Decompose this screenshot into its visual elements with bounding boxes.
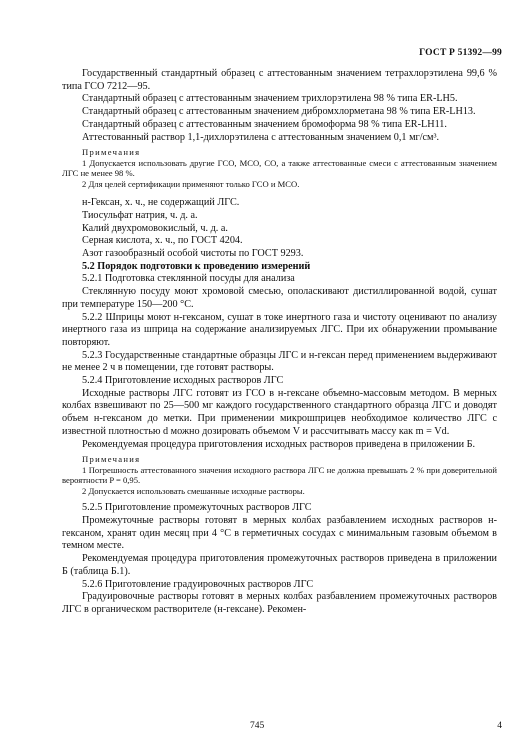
paragraph: Рекомендуемая процедура приготовления исходных растворов приведена в приложении Б. [82, 438, 476, 450]
note-item: 2 Для целей сертификации применяют только ГСО и МСО. [82, 178, 300, 189]
paragraph: Азот газообразный особой чистоты по ГОСТ 9293. [82, 248, 304, 260]
notes-title: Примечания [82, 454, 141, 465]
paragraph: 5.2.6 Приготовление градуировочных растворов ЛГС [82, 578, 314, 590]
paragraph: Тиосульфат натрия, ч. д. а. [82, 209, 198, 221]
notes-title: Примечания [82, 147, 141, 158]
paragraph: Государственный стандартный образец с аттестованным значением тетрахлорэтилена 99,6 % типа ГСО 7212—95. [62, 68, 497, 92]
paragraph: 5.2.3 Государственные стандартные образцы ЛГС и н-гексан перед применением выдерживают не менее 2 ч в помещении, где готовят растворы. [62, 349, 497, 374]
paragraph: Промежуточные растворы готовят в мерных колбах разбавлением исходных растворов н-гексаном, хранят один месяц при 4 °С в герметичных сосудах с минимальным газовым объемом в темном месте. [62, 514, 497, 552]
paragraph: Стеклянную посуду моют хромовой смесью, ополаскивают дистиллированной водой, сушат при температуре 150—200 °С. [62, 286, 497, 310]
document-header: ГОСТ Р 51392—99 [419, 48, 502, 58]
note-item: 2 Допускается использовать смешанные исходные растворы. [82, 485, 305, 496]
note-item: 1 Допускается использовать другие ГСО, МСО, СО, а также аттестованные смеси с аттестованным значением ЛГС не менее 98 %. [62, 157, 497, 179]
paragraph: Серная кислота, х. ч., по ГОСТ 4204. [82, 235, 243, 247]
paragraph: 5.2.5 Приготовление промежуточных растворов ЛГС [82, 502, 312, 514]
paragraph: 5.2.1 Подготовка стеклянной посуды для анализа [82, 273, 295, 285]
notes-block [62, 147, 497, 189]
page-number: 745 [250, 721, 265, 731]
paragraph: 5.2.2 Шприцы моют н-гексаном, сушат в токе инертного газа и чистоту оценивают по анализу инертного газа из шприца на содержание анализируемых ЛГС. При их обнаружении промывание повторяют. [62, 311, 497, 348]
paragraph: Стандартный образец с аттестованным значением бромоформа 98 % типа ER-LH11. [82, 118, 447, 130]
note-item: 1 Погрешность аттестованного значения исходного раствора ЛГС не должна превышать 2 % при доверительной вероятности P = 0,95. [62, 464, 497, 486]
paragraph: Аттестованный раствор 1,1-дихлорэтилена с аттестованным значением 0,1 мг/см³. [82, 131, 440, 143]
paragraph: Исходные растворы ЛГС готовят из ГСО в н-гексане объемно-массовым методом. В мерных колбах взвешивают по 25—500 мг каждого государственного стандартного образца ЛГС и доводят объем н-гексаном до метки. При применении микрошприцев необходимое количество ЛГС с известной плотностью d можно дозировать объемом V и рассчитывать массу как m = Vd. [62, 387, 497, 437]
paragraph: 5.2.4 Приготовление исходных растворов ЛГС [82, 375, 284, 387]
paragraph: н-Гексан, х. ч., не содержащий ЛГС. [82, 197, 240, 209]
paragraph: Калий двухромовокислый, ч. д. а. [82, 222, 228, 234]
paragraph: Градуировочные растворы готовят в мерных колбах разбавлением промежуточных растворов ЛГС в органическом растворителе (н-гексане). Рекомен- [62, 591, 497, 615]
document-body [62, 68, 497, 617]
sheet-number: 4 [497, 721, 502, 731]
paragraph: Стандартный образец с аттестованным значением дибромхлорметана 98 % типа ER-LH13. [82, 106, 476, 118]
notes-block [62, 454, 497, 496]
paragraph: Рекомендуемая процедура приготовления промежуточных растворов приведена в приложении Б (таблица Б.1). [62, 553, 497, 577]
paragraph: Стандартный образец с аттестованным значением трихлорэтилена 98 % типа ER-LH5. [82, 93, 458, 105]
section-heading: 5.2 Порядок подготовки к проведению измерений [82, 260, 311, 272]
